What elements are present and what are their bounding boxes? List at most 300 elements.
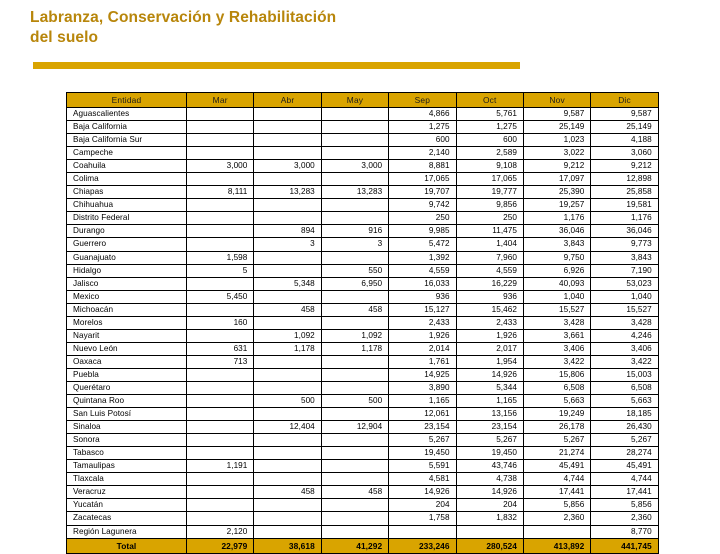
cell-dic: 9,587: [591, 108, 658, 121]
cell-nov: 3,843: [523, 238, 590, 251]
table-row: [67, 277, 659, 290]
cell-dic: 45,491: [591, 460, 658, 473]
cell-nov: 26,178: [523, 421, 590, 434]
cell-entidad: Tlaxcala: [67, 473, 187, 486]
cell-sep: 17,065: [389, 173, 456, 186]
cell-mar: 8,111: [187, 186, 254, 199]
cell-dic: 15,527: [591, 303, 658, 316]
cell-nov: 40,093: [523, 277, 590, 290]
cell-may: [321, 512, 388, 525]
table-total-row: [67, 538, 659, 553]
cell-mar: [187, 121, 254, 134]
cell-dic: 3,060: [591, 147, 658, 160]
cell-oct: [456, 525, 523, 538]
cell-mar: 713: [187, 355, 254, 368]
cell-may: 916: [321, 225, 388, 238]
cell-abr: [254, 368, 321, 381]
cell-may: [321, 316, 388, 329]
table-row: [67, 525, 659, 538]
cell-abr: [254, 499, 321, 512]
cell-abr: 1,178: [254, 342, 321, 355]
cell-nov: 25,390: [523, 186, 590, 199]
cell-mar: 3,000: [187, 160, 254, 173]
column-header-abr[interactable]: Abr: [254, 93, 321, 108]
cell-abr: 3,000: [254, 160, 321, 173]
cell-may: [321, 447, 388, 460]
cell-entidad: Yucatán: [67, 499, 187, 512]
cell-dic: 2,360: [591, 512, 658, 525]
cell-may: [321, 525, 388, 538]
cell-entidad: Oaxaca: [67, 355, 187, 368]
cell-sep: 600: [389, 134, 456, 147]
cell-oct: 2,589: [456, 147, 523, 160]
cell-mar: 631: [187, 342, 254, 355]
table-row: [67, 121, 659, 134]
table-row: [67, 342, 659, 355]
cell-entidad: Coahuila: [67, 160, 187, 173]
cell-nov: 15,527: [523, 303, 590, 316]
cell-abr: [254, 473, 321, 486]
cell-abr: 1,092: [254, 329, 321, 342]
cell-oct: 2,017: [456, 342, 523, 355]
cell-mar: [187, 421, 254, 434]
cell-oct: 16,229: [456, 277, 523, 290]
cell-mar: [187, 147, 254, 160]
cell-may: 458: [321, 303, 388, 316]
cell-may: [321, 381, 388, 394]
table-row: [67, 408, 659, 421]
cell-may: 1,092: [321, 329, 388, 342]
cell-sep: 4,559: [389, 264, 456, 277]
cell-may: 3: [321, 238, 388, 251]
cell-dic: 17,441: [591, 486, 658, 499]
cell-abr: 894: [254, 225, 321, 238]
title-underline-rule: [33, 62, 520, 69]
data-table-container: [66, 92, 658, 554]
table-row: [67, 199, 659, 212]
cell-nov: 1,040: [523, 290, 590, 303]
cell-entidad: Sonora: [67, 434, 187, 447]
table-row: [67, 108, 659, 121]
cell-entidad: Baja California: [67, 121, 187, 134]
cell-dic: 9,773: [591, 238, 658, 251]
cell-mar: 160: [187, 316, 254, 329]
cell-dic: 7,190: [591, 264, 658, 277]
cell-sep: 19,707: [389, 186, 456, 199]
cell-nov: 21,274: [523, 447, 590, 460]
table-row: [67, 264, 659, 277]
cell-oct: 7,960: [456, 251, 523, 264]
cell-sep: 1,165: [389, 395, 456, 408]
cell-dic: 36,046: [591, 225, 658, 238]
data-table: [66, 92, 659, 554]
column-header-mar[interactable]: Mar: [187, 93, 254, 108]
cell-oct: 14,926: [456, 368, 523, 381]
cell-sep: 14,925: [389, 368, 456, 381]
cell-may: 550: [321, 264, 388, 277]
cell-dic: 53,023: [591, 277, 658, 290]
cell-dic: 5,267: [591, 434, 658, 447]
table-body: [67, 108, 659, 539]
cell-nov: 6,508: [523, 381, 590, 394]
column-header-oct[interactable]: Oct: [456, 93, 523, 108]
cell-abr: 3: [254, 238, 321, 251]
cell-mar: [187, 238, 254, 251]
cell-sep: 16,033: [389, 277, 456, 290]
cell-mar: [187, 199, 254, 212]
cell-dic: 25,149: [591, 121, 658, 134]
cell-dic: 25,858: [591, 186, 658, 199]
cell-sep: 5,267: [389, 434, 456, 447]
cell-entidad: Región Lagunera: [67, 525, 187, 538]
cell-abr: [254, 408, 321, 421]
cell-may: [321, 147, 388, 160]
cell-mar: [187, 473, 254, 486]
cell-abr: [254, 316, 321, 329]
cell-nov: 3,022: [523, 147, 590, 160]
cell-sep: 204: [389, 499, 456, 512]
cell-mar: [187, 486, 254, 499]
cell-abr: [254, 512, 321, 525]
cell-dic: 5,856: [591, 499, 658, 512]
cell-abr: 13,283: [254, 186, 321, 199]
cell-entidad: Hidalgo: [67, 264, 187, 277]
cell-abr: [254, 381, 321, 394]
cell-abr: [254, 121, 321, 134]
cell-abr: [254, 290, 321, 303]
cell-entidad: Campeche: [67, 147, 187, 160]
cell-mar: 2,120: [187, 525, 254, 538]
cell-oct: 14,926: [456, 486, 523, 499]
cell-entidad: Querétaro: [67, 381, 187, 394]
page-title-line-2: del suelo: [30, 28, 99, 46]
cell-sep: 15,127: [389, 303, 456, 316]
cell-nov: [523, 525, 590, 538]
table-row: [67, 134, 659, 147]
cell-dic: 3,406: [591, 342, 658, 355]
cell-entidad: Chihuahua: [67, 199, 187, 212]
cell-mar: 5: [187, 264, 254, 277]
cell-mar: [187, 512, 254, 525]
table-row: [67, 381, 659, 394]
cell-oct: 1,404: [456, 238, 523, 251]
cell-abr: [254, 108, 321, 121]
cell-abr: [254, 212, 321, 225]
cell-may: [321, 434, 388, 447]
total-dic: 441,745: [591, 538, 658, 553]
cell-entidad: Nayarit: [67, 329, 187, 342]
cell-sep: 9,742: [389, 199, 456, 212]
cell-abr: [254, 147, 321, 160]
table-row: [67, 395, 659, 408]
table-row: [67, 212, 659, 225]
total-abr: 38,618: [254, 538, 321, 553]
table-row: [67, 486, 659, 499]
cell-dic: 3,422: [591, 355, 658, 368]
cell-mar: [187, 434, 254, 447]
cell-nov: 36,046: [523, 225, 590, 238]
cell-mar: [187, 329, 254, 342]
table-row: [67, 238, 659, 251]
table-row: [67, 251, 659, 264]
cell-entidad: Durango: [67, 225, 187, 238]
cell-nov: 2,360: [523, 512, 590, 525]
column-header-may[interactable]: May: [321, 93, 388, 108]
table-row: [67, 186, 659, 199]
cell-entidad: Michoacán: [67, 303, 187, 316]
table-row: [67, 160, 659, 173]
cell-sep: 1,758: [389, 512, 456, 525]
cell-dic: 9,212: [591, 160, 658, 173]
table-row: [67, 225, 659, 238]
cell-mar: 1,598: [187, 251, 254, 264]
table-row: [67, 421, 659, 434]
table-row: [67, 316, 659, 329]
cell-nov: 4,744: [523, 473, 590, 486]
cell-oct: 19,777: [456, 186, 523, 199]
cell-may: [321, 473, 388, 486]
cell-entidad: Distrito Federal: [67, 212, 187, 225]
cell-oct: 1,832: [456, 512, 523, 525]
cell-abr: [254, 525, 321, 538]
cell-entidad: Puebla: [67, 368, 187, 381]
column-header-sep[interactable]: Sep: [389, 93, 456, 108]
cell-dic: 5,663: [591, 395, 658, 408]
cell-may: 3,000: [321, 160, 388, 173]
cell-may: [321, 108, 388, 121]
cell-abr: 458: [254, 303, 321, 316]
cell-oct: 23,154: [456, 421, 523, 434]
cell-oct: 1,275: [456, 121, 523, 134]
cell-may: [321, 251, 388, 264]
cell-oct: 4,738: [456, 473, 523, 486]
cell-may: [321, 121, 388, 134]
cell-oct: 5,761: [456, 108, 523, 121]
cell-may: [321, 355, 388, 368]
cell-entidad: Tamaulipas: [67, 460, 187, 473]
table-row: [67, 329, 659, 342]
column-header-entidad[interactable]: Entidad: [67, 93, 187, 108]
cell-abr: [254, 264, 321, 277]
cell-abr: 12,404: [254, 421, 321, 434]
table-row: [67, 368, 659, 381]
cell-sep: 12,061: [389, 408, 456, 421]
cell-mar: [187, 395, 254, 408]
cell-nov: 5,856: [523, 499, 590, 512]
cell-entidad: Veracruz: [67, 486, 187, 499]
cell-may: 1,178: [321, 342, 388, 355]
cell-nov: 19,249: [523, 408, 590, 421]
table-row: [67, 447, 659, 460]
cell-oct: 204: [456, 499, 523, 512]
cell-abr: 458: [254, 486, 321, 499]
cell-sep: 936: [389, 290, 456, 303]
table-row: [67, 512, 659, 525]
cell-abr: [254, 355, 321, 368]
total-oct: 280,524: [456, 538, 523, 553]
cell-mar: [187, 134, 254, 147]
cell-sep: 1,761: [389, 355, 456, 368]
cell-oct: 9,108: [456, 160, 523, 173]
cell-entidad: Tabasco: [67, 447, 187, 460]
cell-nov: 25,149: [523, 121, 590, 134]
cell-oct: 15,462: [456, 303, 523, 316]
cell-mar: [187, 173, 254, 186]
cell-sep: 1,926: [389, 329, 456, 342]
cell-mar: [187, 381, 254, 394]
cell-sep: 2,140: [389, 147, 456, 160]
cell-nov: 3,428: [523, 316, 590, 329]
cell-oct: 2,433: [456, 316, 523, 329]
cell-nov: 15,806: [523, 368, 590, 381]
cell-nov: 5,267: [523, 434, 590, 447]
cell-oct: 936: [456, 290, 523, 303]
cell-sep: 250: [389, 212, 456, 225]
page-title: [30, 8, 650, 48]
cell-entidad: Quintana Roo: [67, 395, 187, 408]
cell-dic: 26,430: [591, 421, 658, 434]
cell-sep: 2,014: [389, 342, 456, 355]
cell-abr: 5,348: [254, 277, 321, 290]
cell-oct: 5,344: [456, 381, 523, 394]
total-sep: 233,246: [389, 538, 456, 553]
cell-dic: 28,274: [591, 447, 658, 460]
cell-sep: 14,926: [389, 486, 456, 499]
cell-sep: 5,472: [389, 238, 456, 251]
table-row: [67, 499, 659, 512]
cell-may: 6,950: [321, 277, 388, 290]
cell-nov: 5,663: [523, 395, 590, 408]
cell-entidad: Guerrero: [67, 238, 187, 251]
cell-entidad: Baja California Sur: [67, 134, 187, 147]
cell-nov: 6,926: [523, 264, 590, 277]
cell-may: [321, 368, 388, 381]
cell-may: 13,283: [321, 186, 388, 199]
cell-mar: [187, 277, 254, 290]
cell-dic: 4,246: [591, 329, 658, 342]
cell-oct: 9,856: [456, 199, 523, 212]
cell-nov: 17,097: [523, 173, 590, 186]
cell-sep: 23,154: [389, 421, 456, 434]
cell-sep: 3,890: [389, 381, 456, 394]
cell-nov: 1,023: [523, 134, 590, 147]
cell-oct: 600: [456, 134, 523, 147]
cell-may: [321, 499, 388, 512]
cell-entidad: Sinaloa: [67, 421, 187, 434]
column-header-dic[interactable]: Dic: [591, 93, 658, 108]
table-row: [67, 460, 659, 473]
table-row: [67, 173, 659, 186]
cell-oct: 1,926: [456, 329, 523, 342]
cell-oct: 19,450: [456, 447, 523, 460]
cell-abr: [254, 134, 321, 147]
cell-sep: 5,591: [389, 460, 456, 473]
cell-dic: 12,898: [591, 173, 658, 186]
table-row: [67, 473, 659, 486]
total-nov: 413,892: [523, 538, 590, 553]
cell-dic: 4,188: [591, 134, 658, 147]
total-label: Total: [67, 538, 187, 553]
cell-mar: [187, 499, 254, 512]
cell-mar: [187, 368, 254, 381]
cell-oct: 1,165: [456, 395, 523, 408]
table-row: [67, 303, 659, 316]
cell-nov: 17,441: [523, 486, 590, 499]
cell-may: 500: [321, 395, 388, 408]
cell-dic: 1,176: [591, 212, 658, 225]
cell-entidad: Nuevo León: [67, 342, 187, 355]
cell-mar: [187, 447, 254, 460]
cell-sep: 2,433: [389, 316, 456, 329]
cell-abr: [254, 447, 321, 460]
cell-mar: [187, 108, 254, 121]
column-header-nov[interactable]: Nov: [523, 93, 590, 108]
cell-mar: [187, 303, 254, 316]
cell-entidad: Colima: [67, 173, 187, 186]
cell-nov: 9,212: [523, 160, 590, 173]
cell-may: [321, 408, 388, 421]
cell-nov: 19,257: [523, 199, 590, 212]
cell-sep: [389, 525, 456, 538]
cell-mar: [187, 212, 254, 225]
cell-may: [321, 173, 388, 186]
cell-nov: 45,491: [523, 460, 590, 473]
cell-oct: 13,156: [456, 408, 523, 421]
cell-dic: 18,185: [591, 408, 658, 421]
cell-entidad: Aguascalientes: [67, 108, 187, 121]
table-header-row: [67, 93, 659, 108]
cell-abr: [254, 173, 321, 186]
table-row: [67, 434, 659, 447]
cell-entidad: Zacatecas: [67, 512, 187, 525]
cell-may: [321, 212, 388, 225]
cell-may: [321, 134, 388, 147]
cell-entidad: Mexico: [67, 290, 187, 303]
cell-entidad: San Luis Potosí: [67, 408, 187, 421]
cell-sep: 4,866: [389, 108, 456, 121]
total-mar: 22,979: [187, 538, 254, 553]
cell-may: [321, 290, 388, 303]
cell-may: [321, 199, 388, 212]
cell-nov: 3,661: [523, 329, 590, 342]
cell-sep: 1,392: [389, 251, 456, 264]
table-row: [67, 290, 659, 303]
table-row: [67, 147, 659, 160]
cell-sep: 4,581: [389, 473, 456, 486]
cell-oct: 43,746: [456, 460, 523, 473]
cell-abr: [254, 460, 321, 473]
cell-sep: 19,450: [389, 447, 456, 460]
page-title-line-1: Labranza, Conservación y Rehabilitación: [30, 9, 337, 26]
cell-dic: 15,003: [591, 368, 658, 381]
cell-entidad: Chiapas: [67, 186, 187, 199]
cell-nov: 1,176: [523, 212, 590, 225]
cell-dic: 4,744: [591, 473, 658, 486]
cell-oct: 4,559: [456, 264, 523, 277]
cell-sep: 1,275: [389, 121, 456, 134]
table-row: [67, 355, 659, 368]
cell-mar: 1,191: [187, 460, 254, 473]
cell-abr: [254, 199, 321, 212]
cell-nov: 9,750: [523, 251, 590, 264]
cell-abr: [254, 434, 321, 447]
cell-dic: 3,843: [591, 251, 658, 264]
cell-nov: 3,406: [523, 342, 590, 355]
cell-may: 458: [321, 486, 388, 499]
cell-dic: 3,428: [591, 316, 658, 329]
cell-abr: [254, 251, 321, 264]
cell-oct: 5,267: [456, 434, 523, 447]
